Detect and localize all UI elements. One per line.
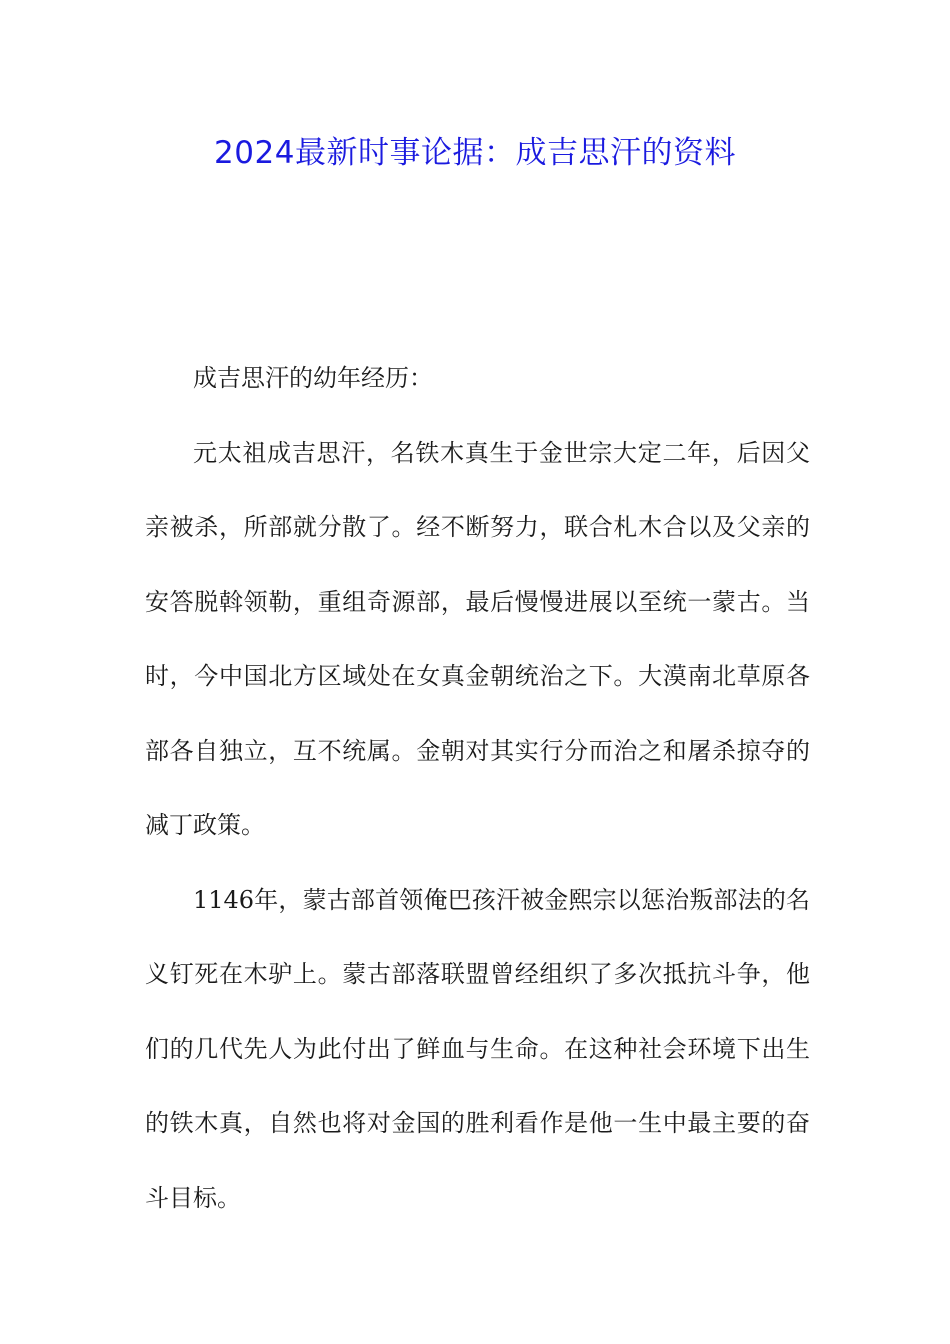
paragraph-heading: 成吉思汗的幼年经历：: [193, 364, 433, 392]
document-body: [145, 341, 810, 1235]
paragraph: 元太祖成吉思汗，名铁木真生于金世宗大定二年，后因父亲被杀，所部就分散了。经不断努力，联合札木合以及父亲的安答脱斡领勒，重组奇源部，最后慢慢进展以至统一蒙古。当时，今中国北方区域处在女真金朝统治之下。大漠南北草原各部各自独立，互不统属。金朝对其实行分而治之和屠杀掠夺的减丁政策。: [145, 438, 810, 839]
document-title: 2024最新时事论据：成吉思汗的资料: [214, 135, 736, 171]
paragraph: 1146年，蒙古部首领俺巴孩汗被金熙宗以惩治叛部法的名义钉死在木驴上。蒙古部落联盟曾经组织了多次抵抗斗争，他们的几代先人为此付出了鲜血与生命。在这种社会环境下出生的铁木真，自然也将对金国的胜利看作是他一生中最主要的奋斗目标。: [145, 885, 810, 1212]
